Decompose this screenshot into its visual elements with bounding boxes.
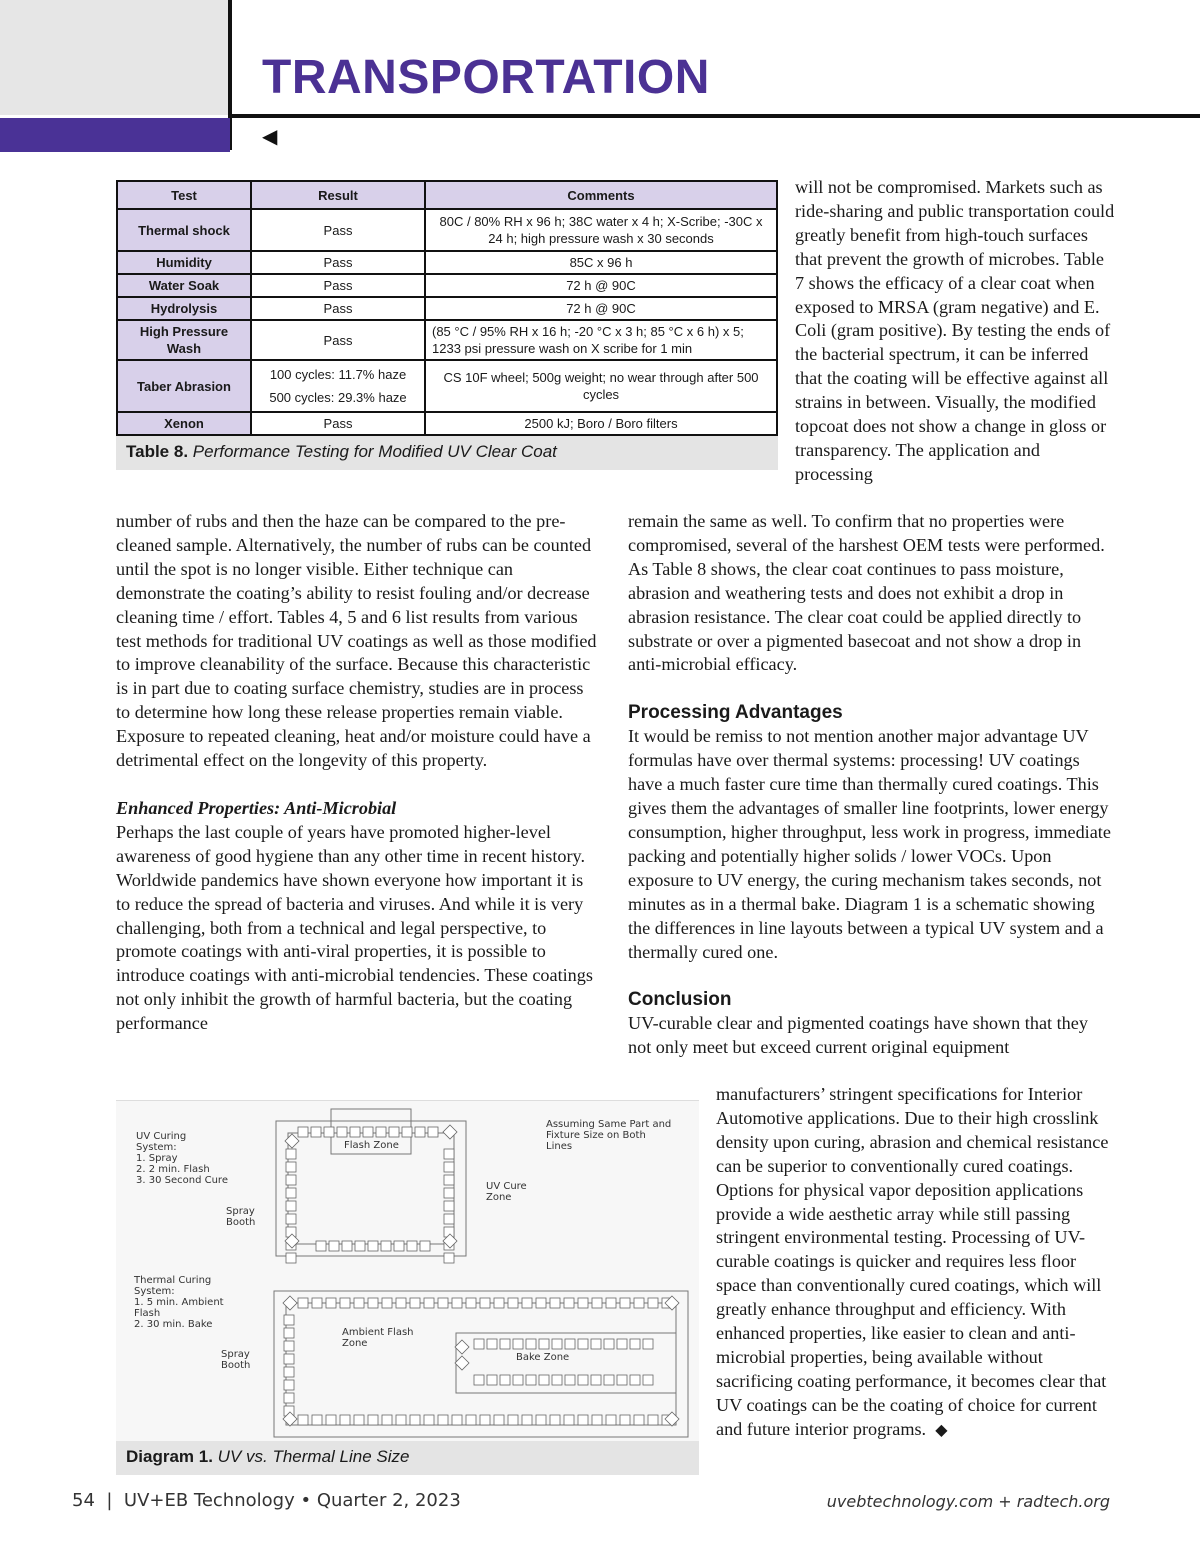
- result-line: 100 cycles: 11.7% haze: [269, 367, 407, 382]
- fixture-square: [494, 1415, 504, 1425]
- fixture-square: [620, 1415, 630, 1425]
- fixture-square: [312, 1415, 322, 1425]
- fixture-square: [298, 1415, 308, 1425]
- paragraph: It would be remiss to not mention another major advantage UV formulas have over thermal systems: processing! UV coatings have a much faster cure time than thermally cured coatings. This gives them the advantages of smaller line footprints, lower energy consumption, higher throughput, less work in progress, immediate packing and potentially higher solids / lower VOCs. Upon exposure to UV energy, the curing mechanism takes seconds, not minutes as in a thermal bake. Diagram 1 is a schematic showing the differences in line layouts between a typical UV system and a thermally cured one.: [628, 726, 1111, 962]
- fixture-square: [438, 1298, 448, 1308]
- result-cell: Pass: [251, 274, 425, 297]
- fixture-square: [452, 1415, 462, 1425]
- fixture-square: [494, 1298, 504, 1308]
- fixture-square: [564, 1415, 574, 1425]
- diagram-label: Lines: [546, 1141, 573, 1152]
- fixture-square: [508, 1298, 518, 1308]
- ambient-flash-zone-label: [342, 1327, 414, 1349]
- conclusion-text: manufacturers’ stringent specifications for Interior Automotive applications. Due to their high crosslink density upon curing, abrasion and chemical resistance can be superior to conventionally cured coatings. Options for physical vapor deposition applications provide a wide aesthetic array while still passing stringent environmental testing. Processing of UV-curable coatings is quicker and requires less floor space than conventionally cured coatings, which will greatly enhance throughput and efficiency. With enhanced properties, like easier to clean and anti-microbial properties, being available without sacrificing coating performance, it becomes clear that UV coatings can be the coating of choice for current and future interior programs.: [716, 1084, 1109, 1439]
- fixture-square: [381, 1241, 391, 1251]
- fixture-square: [284, 1380, 294, 1390]
- diagram-label: 2. 2 min. Flash: [136, 1164, 210, 1175]
- test-cell: Water Soak: [117, 274, 251, 297]
- header-purple-bar: [0, 118, 230, 152]
- fixture-square: [452, 1298, 462, 1308]
- table-row: [117, 209, 777, 251]
- table-row: [117, 274, 777, 297]
- fixture-square: [539, 1375, 549, 1385]
- header-grey-block: [0, 0, 228, 115]
- fixture-square: [444, 1175, 454, 1185]
- fixture-square: [648, 1298, 658, 1308]
- paragraph: will not be compromised. Markets such as ride-sharing and public transportation could greatly benefit from high-touch surfaces that prevent the growth of microbes. Table 7 shows the efficacy of a clear coat when exposed to MRSA (gram negative) and E. Coli (gram positive). By testing the ends of the bacterial spectrum, it can be inferred that the coating will be effective against all strains in between. Visually, the modified topcoat does not show a change in gloss or transparency. The application and processing: [795, 177, 1115, 484]
- end-diamond-icon: ◆: [935, 1419, 948, 1439]
- diagram-label: Thermal Curing: [134, 1275, 212, 1286]
- table-caption-text: Performance Testing for Modified UV Clear Coat: [192, 442, 557, 461]
- fixture-square: [354, 1298, 364, 1308]
- fixture-diamond: [455, 1340, 469, 1354]
- fixture-square: [350, 1127, 360, 1137]
- comments-cell: CS 10F wheel; 500g weight; no wear through after 500 cycles: [425, 360, 777, 412]
- test-cell: Humidity: [117, 251, 251, 274]
- fixture-square: [396, 1298, 406, 1308]
- fixture-square: [428, 1127, 438, 1137]
- result-line: 500 cycles: 29.3% haze: [269, 390, 407, 405]
- fixture-square: [354, 1415, 364, 1425]
- fixture-square: [552, 1375, 562, 1385]
- diagram-label: System:: [134, 1286, 175, 1297]
- result-cell: Pass: [251, 412, 425, 435]
- diagram-label: Booth: [221, 1360, 251, 1371]
- issue-label: Quarter 2, 2023: [316, 1490, 461, 1511]
- fixture-square: [324, 1127, 334, 1137]
- uv-spray-booth-label: [226, 1206, 255, 1228]
- fixture-square: [368, 1241, 378, 1251]
- test-cell: Thermal shock: [117, 209, 251, 251]
- diagram-label: Booth: [226, 1217, 256, 1228]
- fixture-square: [604, 1339, 614, 1349]
- fixture-square: [340, 1415, 350, 1425]
- fixture-square: [480, 1415, 490, 1425]
- comments-cell: 85C x 96 h: [425, 251, 777, 274]
- fixture-square: [316, 1241, 326, 1251]
- performance-table: [116, 180, 778, 436]
- fixture-square: [444, 1149, 454, 1159]
- fixture-square: [444, 1253, 454, 1263]
- fixture-square: [424, 1298, 434, 1308]
- fixture-square: [402, 1127, 412, 1137]
- comments-cell: 72 h @ 90C: [425, 297, 777, 320]
- column-header: Result: [251, 181, 425, 209]
- fixture-square: [487, 1375, 497, 1385]
- fixture-diamond: [455, 1356, 469, 1370]
- result-cell: Pass: [251, 209, 425, 251]
- diagram-label: 1. 5 min. Ambient: [134, 1297, 224, 1308]
- fixture-square: [368, 1298, 378, 1308]
- right-column: [628, 510, 1112, 1060]
- table-row: [117, 360, 777, 412]
- fixture-square: [487, 1339, 497, 1349]
- paragraph: UV-curable clear and pigmented coatings have shown that they not only meet but exceed current original equipment: [628, 1013, 1088, 1058]
- fixture-square: [500, 1375, 510, 1385]
- uv-flash-zone-label: Flash Zone: [344, 1140, 399, 1151]
- fixture-square: [536, 1415, 546, 1425]
- fixture-square: [630, 1375, 640, 1385]
- table-row: [117, 412, 777, 435]
- table-header-row: [117, 181, 777, 209]
- fixture-diamond: [283, 1296, 297, 1310]
- fixture-square: [444, 1162, 454, 1172]
- test-cell: Xenon: [117, 412, 251, 435]
- fixture-square: [604, 1375, 614, 1385]
- fixture-square: [286, 1201, 296, 1211]
- fixture-square: [578, 1298, 588, 1308]
- header-horizontal-rule: [232, 114, 1200, 118]
- fixture-square: [539, 1339, 549, 1349]
- diagram-label: Spray: [226, 1206, 255, 1217]
- fixture-square: [592, 1298, 602, 1308]
- fixture-square: [286, 1253, 296, 1263]
- fixture-square: [591, 1339, 601, 1349]
- diagram-label: UV Cure: [486, 1181, 527, 1192]
- diagram-label: Zone: [342, 1338, 368, 1349]
- fixture-square: [634, 1415, 644, 1425]
- fixture-square: [284, 1354, 294, 1364]
- diagram-label: UV Curing: [136, 1131, 187, 1142]
- fixture-square: [410, 1415, 420, 1425]
- fixture-square: [382, 1298, 392, 1308]
- fixture-square: [284, 1328, 294, 1338]
- comments-cell: 80C / 80% RH x 96 h; 38C water x 4 h; X-Scribe; -30C x 24 h; high pressure wash x 30 seconds: [425, 209, 777, 251]
- thermal-line-inner: [286, 1303, 676, 1425]
- fixture-square: [591, 1375, 601, 1385]
- diagram-label: Flash: [134, 1308, 161, 1319]
- fixture-square: [617, 1375, 627, 1385]
- footer-left: [72, 1490, 461, 1511]
- thermal-fixtures: [283, 1296, 679, 1426]
- fixture-square: [284, 1393, 294, 1403]
- fixture-square: [643, 1339, 653, 1349]
- uv-system-label: [136, 1131, 228, 1186]
- fixture-square: [424, 1415, 434, 1425]
- comments-cell: 2500 kJ; Boro / Boro filters: [425, 412, 777, 435]
- fixture-square: [620, 1298, 630, 1308]
- fixture-square: [326, 1298, 336, 1308]
- diagram-caption-label: Diagram 1.: [126, 1447, 213, 1466]
- fixture-square: [552, 1339, 562, 1349]
- table-row: [117, 297, 777, 320]
- fixture-square: [311, 1127, 321, 1137]
- fixture-square: [578, 1415, 588, 1425]
- fixture-square: [286, 1162, 296, 1172]
- fixture-square: [513, 1339, 523, 1349]
- result-cell: [251, 360, 425, 412]
- fixture-square: [326, 1415, 336, 1425]
- paragraph: number of rubs and then the haze can be compared to the pre-cleaned sample. Alternatively, the number of rubs can be counted until the spot is no longer visible. Either technique can demonstrate the coating’s ability to resist fouling and/or decrease cleaning time / effort. Tables 4, 5 and 6 list results from various test methods for traditional UV coatings as well as those modified to improve cleanability of the surface. Because this characteristic is in part due to coating surface chemistry, studies are in process to determine how long these release properties remain viable. Exposure to repeated cleaning, heat and/or moisture could have a detrimental effect on the longevity of this property.: [116, 511, 597, 771]
- diagram-label: Fixture Size on Both: [546, 1130, 646, 1141]
- uv-cure-zone-label: [486, 1181, 527, 1203]
- fixture-square: [312, 1298, 322, 1308]
- back-arrow-icon[interactable]: ◀: [262, 124, 278, 148]
- diagram-label: 1. Spray: [136, 1153, 178, 1164]
- fixture-square: [466, 1298, 476, 1308]
- fixture-square: [284, 1367, 294, 1377]
- test-cell: High Pressure Wash: [117, 320, 251, 360]
- fixture-square: [474, 1375, 484, 1385]
- fixture-square: [648, 1415, 658, 1425]
- fixture-square: [466, 1415, 476, 1425]
- fixture-square: [480, 1298, 490, 1308]
- table-caption: [116, 436, 778, 470]
- comments-cell: 72 h @ 90C: [425, 274, 777, 297]
- fixture-square: [643, 1375, 653, 1385]
- paragraph: remain the same as well. To confirm that no properties were compromised, several of the harshest OEM tests were performed. As Table 8 shows, the clear coat continues to pass moisture, abrasion and weathering tests and does not exhibit a drop in abrasion resistance. The clear coat could be applied directly to substrate or over a pigmented basecoat and not show a drop in anti-microbial efficacy.: [628, 511, 1105, 675]
- assumption-note: [546, 1119, 671, 1152]
- fixture-square: [382, 1415, 392, 1425]
- fixture-square: [340, 1298, 350, 1308]
- fixture-square: [410, 1298, 420, 1308]
- conclusion-continued: [716, 1083, 1114, 1442]
- fixture-square: [329, 1241, 339, 1251]
- fixture-square: [444, 1201, 454, 1211]
- fixture-square: [363, 1127, 373, 1137]
- fixture-square: [578, 1375, 588, 1385]
- fixture-square: [550, 1415, 560, 1425]
- fixture-square: [606, 1415, 616, 1425]
- fixture-square: [407, 1241, 417, 1251]
- result-cell: Pass: [251, 320, 425, 360]
- fixture-square: [286, 1188, 296, 1198]
- right-top-text: [795, 176, 1115, 487]
- fixture-square: [286, 1175, 296, 1185]
- diagram-label: Zone: [486, 1192, 512, 1203]
- fixture-square: [376, 1127, 386, 1137]
- fixture-square: [526, 1375, 536, 1385]
- thermal-system-label: [133, 1275, 224, 1330]
- fixture-square: [536, 1298, 546, 1308]
- result-cell: Pass: [251, 297, 425, 320]
- fixture-diamond: [443, 1125, 457, 1139]
- footer-separator: |: [100, 1490, 119, 1511]
- fixture-square: [500, 1339, 510, 1349]
- fixture-square: [438, 1415, 448, 1425]
- test-cell: Hydrolysis: [117, 297, 251, 320]
- spacer: [116, 773, 598, 797]
- fixture-square: [368, 1415, 378, 1425]
- fixture-square: [389, 1127, 399, 1137]
- fixture-square: [592, 1415, 602, 1425]
- fixture-square: [634, 1298, 644, 1308]
- spacer: [628, 677, 1112, 701]
- thermal-spray-booth-label: [221, 1349, 250, 1371]
- fixture-square: [420, 1241, 430, 1251]
- fixture-square: [526, 1339, 536, 1349]
- fixture-square: [415, 1127, 425, 1137]
- diagram-label: System:: [136, 1142, 177, 1153]
- diagram-label: Spray: [221, 1349, 250, 1360]
- footer-bullet: •: [300, 1490, 312, 1511]
- spacer: [628, 964, 1112, 988]
- fixture-square: [337, 1127, 347, 1137]
- fixture-square: [284, 1341, 294, 1351]
- footer-urls[interactable]: uvebtechnology.com + radtech.org: [826, 1492, 1110, 1511]
- fixture-square: [522, 1298, 532, 1308]
- performance-table-block: [116, 180, 778, 470]
- diagram-caption-text: UV vs. Thermal Line Size: [217, 1447, 410, 1466]
- column-header: Comments: [425, 181, 777, 209]
- test-cell: Taber Abrasion: [117, 360, 251, 412]
- column-header: Test: [117, 181, 251, 209]
- fixture-square: [578, 1339, 588, 1349]
- result-cell: Pass: [251, 251, 425, 274]
- fixture-square: [284, 1315, 294, 1325]
- line-size-diagram: [116, 1100, 699, 1441]
- fixture-square: [565, 1339, 575, 1349]
- diagram-caption: [116, 1441, 699, 1475]
- fixture-square: [513, 1375, 523, 1385]
- diagram-label: 3. 30 Second Cure: [136, 1175, 228, 1186]
- fixture-square: [286, 1149, 296, 1159]
- fixture-square: [550, 1298, 560, 1308]
- diagram-label: Ambient Flash: [342, 1327, 414, 1338]
- left-column: [116, 510, 598, 1036]
- diagram-label: Assuming Same Part and: [546, 1119, 672, 1130]
- fixture-square: [342, 1241, 352, 1251]
- fixture-square: [298, 1127, 308, 1137]
- section-title: TRANSPORTATION: [262, 51, 710, 104]
- publication-name: UV+EB Technology: [123, 1490, 295, 1511]
- processing-heading: Processing Advantages: [628, 702, 843, 724]
- fixture-square: [522, 1415, 532, 1425]
- fixture-square: [286, 1214, 296, 1224]
- paragraph: Perhaps the last couple of years have promoted higher-level awareness of good hygiene than any other time in recent history. Worldwide pandemics have shown everyone how important it is to reduce the spread of bacteria and viruses. And while it is very challenging, both from a technical and legal perspective, to promote coatings with anti-viral properties, it is possible to introduce coatings with anti-microbial tendencies. These coatings not only inhibit the growth of harmful bacteria, but the coating performance: [116, 821, 593, 1034]
- bake-zone-label: Bake Zone: [516, 1352, 570, 1363]
- anti-microbial-heading: Enhanced Properties: Anti-Microbial: [116, 797, 397, 818]
- page-number: 54: [72, 1490, 95, 1511]
- fixture-square: [474, 1339, 484, 1349]
- diagram-label: 2. 30 min. Bake: [134, 1319, 213, 1330]
- fixture-square: [508, 1415, 518, 1425]
- conclusion-heading: Conclusion: [628, 989, 732, 1011]
- fixture-square: [564, 1298, 574, 1308]
- fixture-square: [630, 1339, 640, 1349]
- diagram-svg: [116, 1101, 699, 1441]
- fixture-square: [355, 1241, 365, 1251]
- table-row: [117, 251, 777, 274]
- fixture-square: [394, 1241, 404, 1251]
- fixture-square: [565, 1375, 575, 1385]
- fixture-square: [606, 1298, 616, 1308]
- fixture-square: [396, 1415, 406, 1425]
- comments-cell: (85 °C / 95% RH x 16 h; -20 °C x 3 h; 85 °C x 6 h) x 5; 1233 psi pressure wash on X scribe for 1 min: [425, 320, 777, 360]
- fixture-diamond: [285, 1134, 299, 1148]
- fixture-square: [617, 1339, 627, 1349]
- fixture-square: [444, 1214, 454, 1224]
- table-row: [117, 320, 777, 360]
- table-caption-label: Table 8.: [126, 442, 189, 461]
- fixture-square: [298, 1298, 308, 1308]
- fixture-square: [444, 1188, 454, 1198]
- paragraph: [716, 1083, 1114, 1442]
